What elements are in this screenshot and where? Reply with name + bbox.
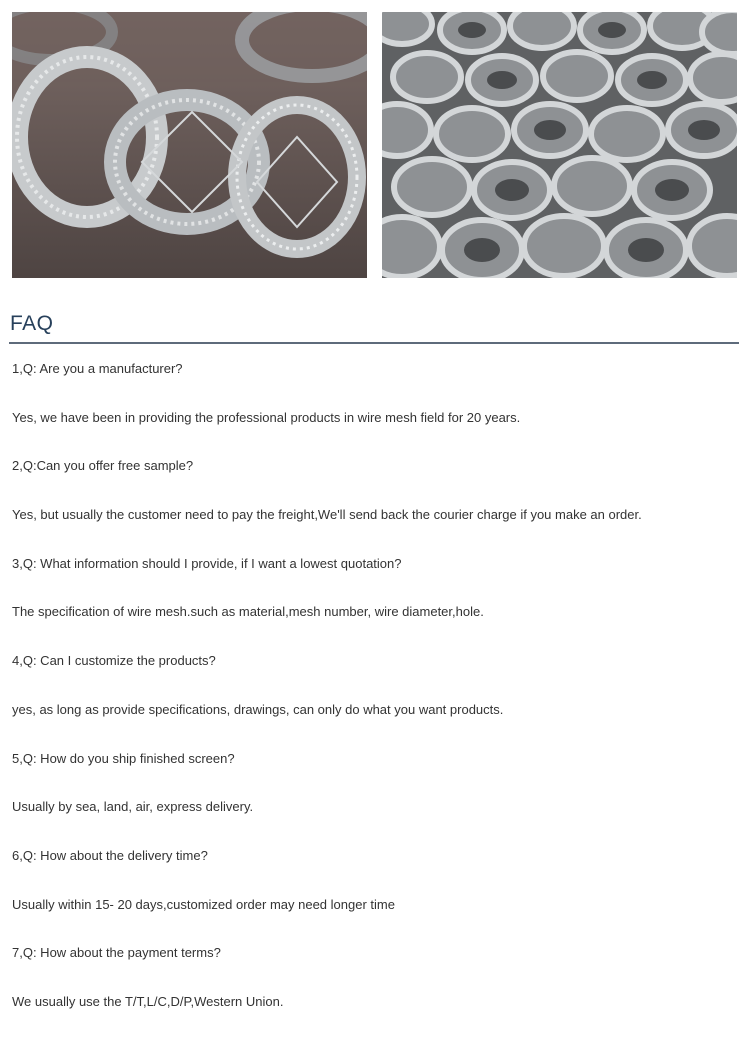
faq-question-2: 2,Q:Can you offer free sample? <box>12 458 194 474</box>
galvanized-wire-coils-illustration <box>382 12 737 278</box>
galvanized-wire-coils-photo <box>382 12 737 278</box>
faq-answer-5: Usually by sea, land, air, express delivery. <box>12 799 254 815</box>
faq-answer-3: The specification of wire mesh.such as material,mesh number, wire diameter,hole. <box>12 604 484 620</box>
faq-answer-7: We usually use the T/T,L/C,D/P,Western Union. <box>12 993 284 1009</box>
twisted-wire-coils-illustration <box>12 12 367 278</box>
faq-question-6: 6,Q: How about the delivery time? <box>12 847 208 863</box>
faq-question-7: 7,Q: How about the payment terms? <box>12 945 221 961</box>
faq-answer-4: yes, as long as provide specifications, drawings, can only do what you want products. <box>12 701 504 717</box>
faq-title-divider <box>9 342 739 344</box>
faq-answer-1: Yes, we have been in providing the professional products in wire mesh field for 20 years. <box>12 409 521 425</box>
faq-question-3: 3,Q: What information should I provide, if I want a lowest quotation? <box>12 555 402 571</box>
faq-answer-2: Yes, but usually the customer need to pay the freight,We'll send back the courier charge if you make an order. <box>12 507 642 523</box>
faq-answer-6: Usually within 15- 20 days,customized order may need longer time <box>12 896 395 912</box>
twisted-wire-coils-photo <box>12 12 367 278</box>
faq-question-4: 4,Q: Can I customize the products? <box>12 653 216 669</box>
product-photo-gallery <box>12 12 737 278</box>
faq-list <box>12 360 737 1042</box>
faq-question-1: 1,Q: Are you a manufacturer? <box>12 361 183 376</box>
faq-title: FAQ <box>10 312 54 335</box>
faq-question-5: 5,Q: How do you ship finished screen? <box>12 750 235 766</box>
